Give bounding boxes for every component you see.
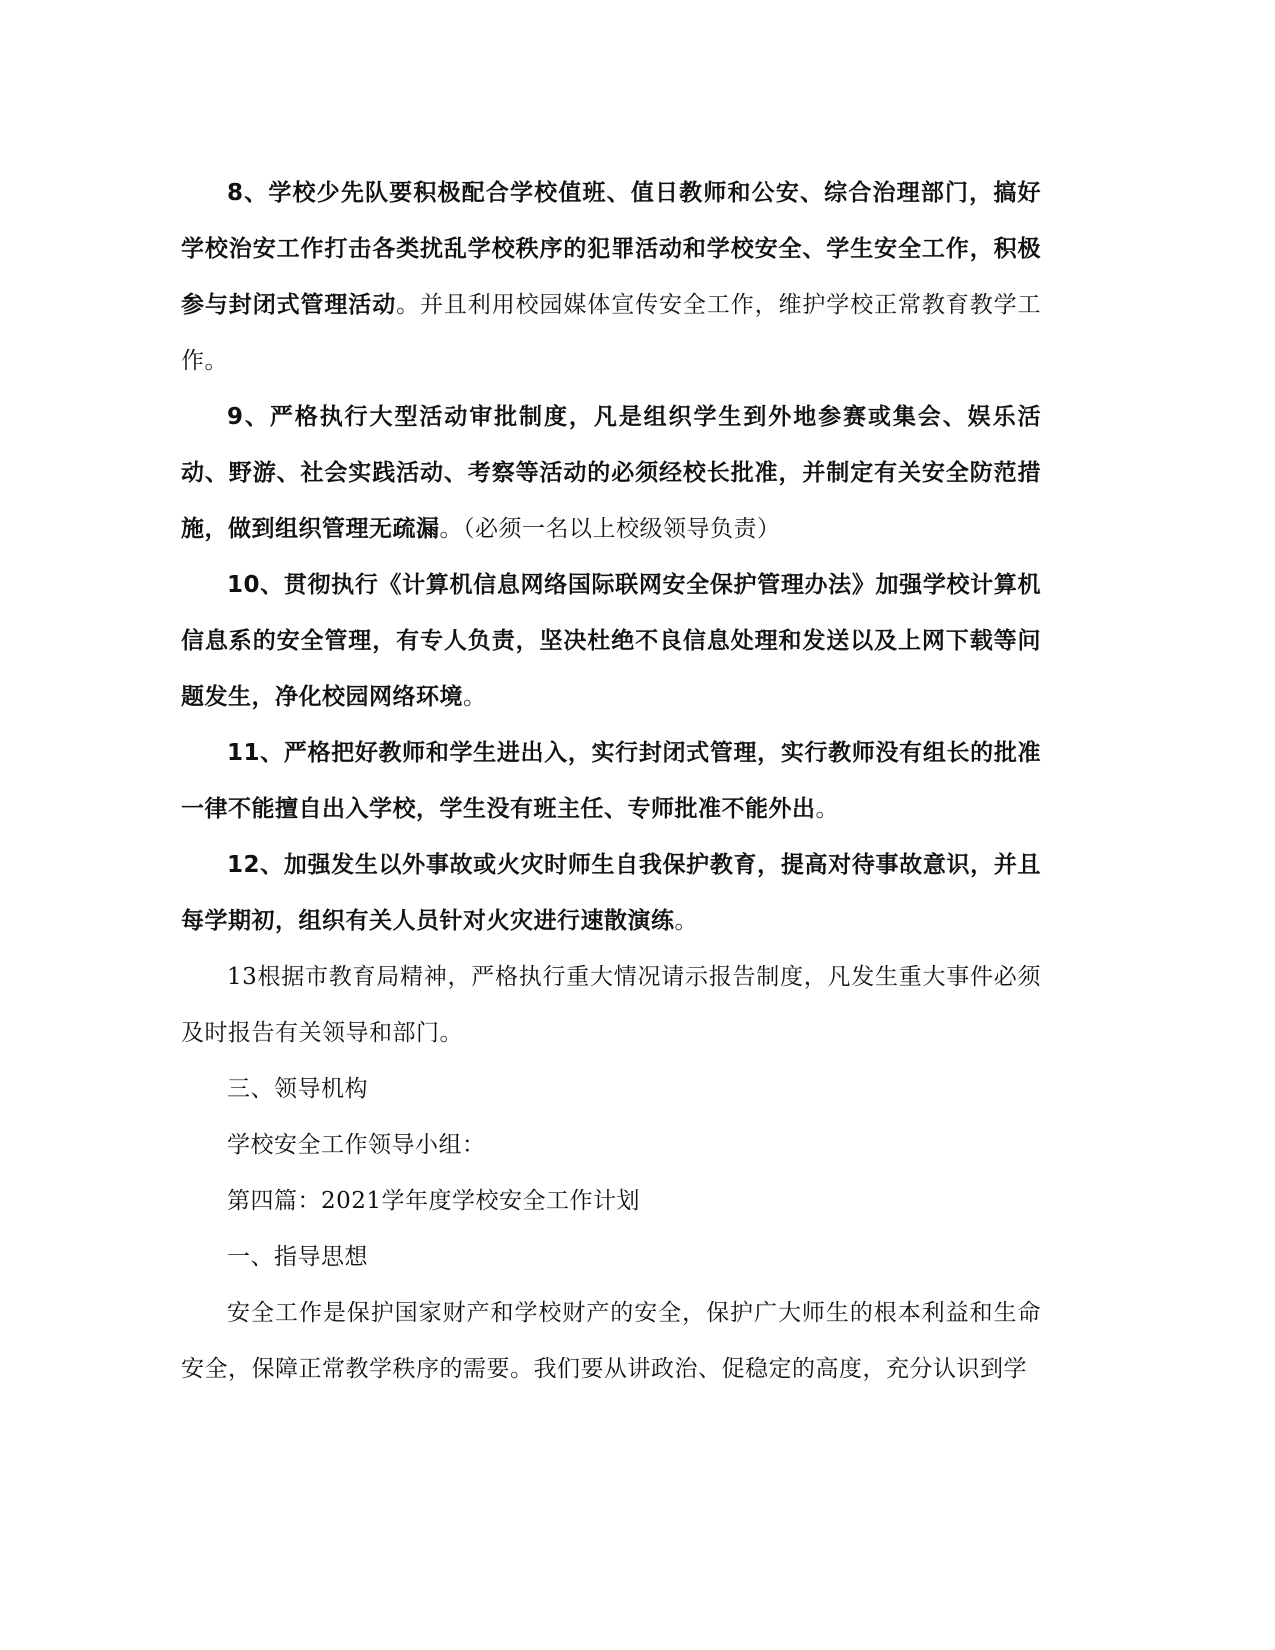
paragraph-normal-text: 。并且利用校园媒体宣传安全工作，维护学校正常教育教学工作。 (181, 292, 1042, 374)
paragraph-normal-text: 。 (463, 684, 487, 710)
section-heading-leadership (181, 1061, 1041, 1117)
paragraph-leadership-group (181, 1117, 1041, 1173)
chapter-title (181, 1173, 1041, 1229)
paragraph-normal-text: 。（必须一名以上校级领导负责） (439, 516, 781, 542)
paragraph-bold-text: 11、严格把好教师和学生进出入，实行封闭式管理，实行教师没有组长的批准一律不能擅自出入学校，学生没有班主任、专师批准不能外出 (181, 740, 1041, 822)
paragraph-bold-text: 12、加强发生以外事故或火灾时师生自我保护教育，提高对待事故意识，并且每学期初，组织有关人员针对火灾进行速散演练 (181, 852, 1041, 934)
paragraph-item-11 (181, 725, 1041, 837)
paragraph-normal-text: 安全工作是保护国家财产和学校财产的安全，保护广大师生的根本利益和生命安全，保障正常教学秩序的需要。我们要从讲政治、促稳定的高度，充分认识到学 (181, 1300, 1041, 1382)
paragraph-bold-text: 10、贯彻执行《计算机信息网络国际联网安全保护管理办法》加强学校计算机信息系的安全管理，有专人负责，坚决杜绝不良信息处理和发送以及上网下载等问题发生，净化校园网络环境 (181, 572, 1041, 710)
paragraph-item-9 (181, 389, 1041, 557)
paragraph-safety-work (181, 1285, 1041, 1397)
paragraph-item-10 (181, 557, 1041, 725)
paragraph-normal-text: 。 (674, 908, 698, 934)
paragraph-item-8 (181, 165, 1041, 389)
paragraph-normal-text: 第四篇：2021学年度学校安全工作计划 (227, 1188, 641, 1214)
paragraph-normal-text: 学校安全工作领导小组： (227, 1132, 486, 1158)
paragraph-item-12 (181, 837, 1041, 949)
document-body (181, 165, 1041, 1397)
paragraph-normal-text: 。 (815, 796, 839, 822)
paragraph-bold-text: 9、严格执行大型活动审批制度，凡是组织学生到外地参赛或集会、娱乐活动、野游、社会实践活动、考察等活动的必须经校长批准，并制定有关安全防范措施，做到组织管理无疏漏 (181, 404, 1041, 542)
section-heading-guiding-ideology (181, 1229, 1041, 1285)
paragraph-bold-text: 8、学校少先队要积极配合学校值班、值日教师和公安、综合治理部门，搞好学校治安工作打击各类扰乱学校秩序的犯罪活动和学校安全、学生安全工作，积极参与封闭式管理活动 (181, 180, 1041, 318)
paragraph-normal-text: 一、指导思想 (227, 1244, 368, 1270)
paragraph-normal-text: 13根据市教育局精神，严格执行重大情况请示报告制度，凡发生重大事件必须及时报告有关领导和部门。 (181, 964, 1041, 1046)
paragraph-item-13 (181, 949, 1041, 1061)
paragraph-normal-text: 三、领导机构 (227, 1076, 368, 1102)
